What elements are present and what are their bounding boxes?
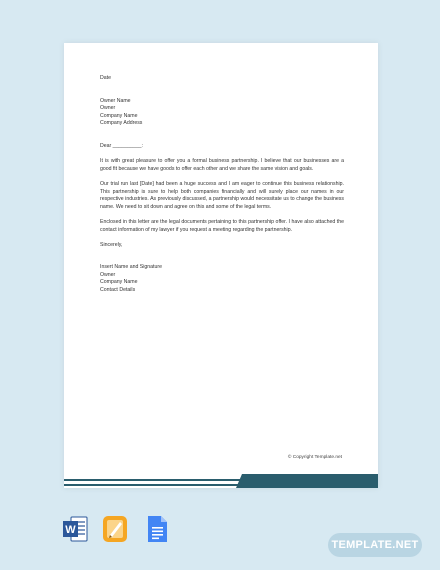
recipient-title: Owner <box>100 105 116 112</box>
document-page <box>64 43 378 488</box>
recipient-company: Company Name <box>100 112 138 119</box>
recipient-address: Company Address <box>100 120 143 127</box>
recipient-name: Owner Name <box>100 97 131 104</box>
signature-line: Insert Name and Signature <box>100 264 162 271</box>
copyright-text: © Copyright Template.net <box>287 455 342 460</box>
footer-stripe-bottom <box>64 484 240 486</box>
footer-bar <box>236 474 378 488</box>
salutation: Dear __________: <box>100 142 143 149</box>
footer-stripe-top <box>64 479 244 481</box>
signature-title: Owner <box>100 271 116 278</box>
paragraph: Enclosed in this letter are the legal documents pertaining to this partnership offer. I have also attached the contact information of my lawyer if you request a meeting regarding the partnership. <box>100 218 344 233</box>
signature-contact: Contact Details <box>100 287 136 294</box>
pages-icon[interactable] <box>102 515 128 543</box>
word-icon[interactable] <box>62 515 88 543</box>
signature-company: Company Name <box>100 279 138 286</box>
paragraph: Our trial run last [Date] had been a huge success and I am eager to continue this business relationship. This partnership is sure to help both companies financially and will surely place our names in our respective industries. As previously discussed, a partnership would necessitate us to change the business name. We need to sit down and agree on this and some of the legal terms. <box>100 180 344 210</box>
svg-text:W: W <box>65 524 76 536</box>
letter-date: Date <box>100 75 111 81</box>
letter-body <box>100 75 344 295</box>
paragraph: It is with great pleasure to offer you a formal business partnership. I believe that our businesses are a good fit because we have goods to offer each other and we share the same vision and goals. <box>100 158 344 172</box>
google-docs-icon[interactable] <box>144 515 170 543</box>
template-net-logo[interactable]: TEMPLATE.NET <box>328 533 422 557</box>
footer-decoration <box>64 474 378 488</box>
closing: Sincerely, <box>100 241 123 248</box>
